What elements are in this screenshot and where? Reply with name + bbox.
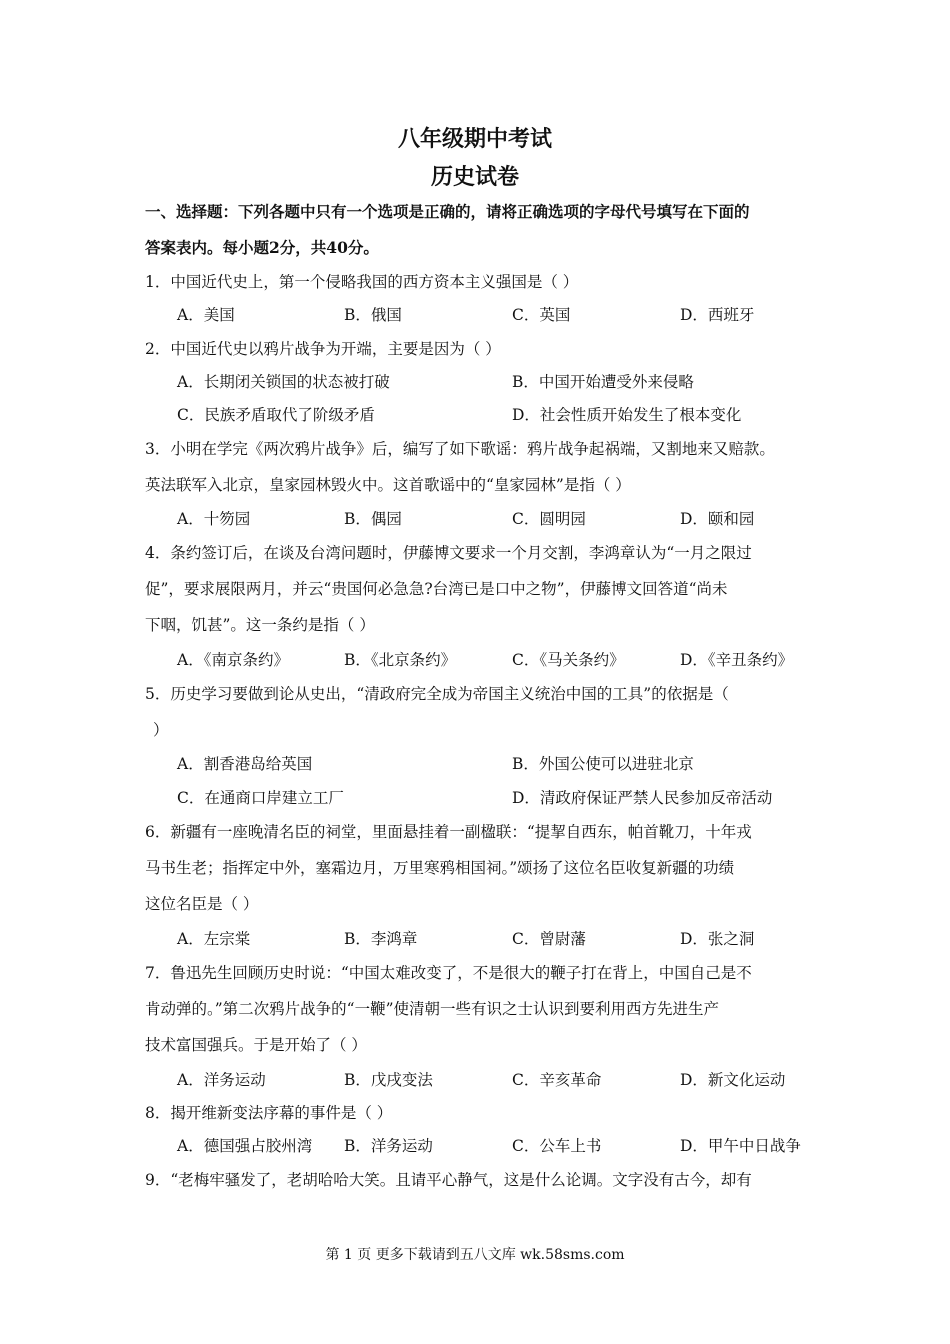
section-instructions-line1: 一、选择题：下列各题中只有一个选项是正确的，请将正确选项的字母代号填写在下面的	[145, 202, 750, 221]
q1-option-a: A．美国	[177, 306, 235, 324]
q3-option-a: A．十笏园	[177, 510, 251, 528]
question-1-stem: 1．中国近代史上，第一个侵略我国的西方资本主义强国是（ ）	[145, 273, 579, 291]
q6-option-a: A．左宗棠	[177, 930, 251, 948]
question-5-stem-line1: 5．历史学习要做到论从史出，“清政府完全成为帝国主义统治中国的工具”的依据是（	[145, 685, 729, 703]
question-4-stem-line2: 促”，要求展限两月，并云“贵国何必急急?台湾已是口中之物”，伊藤博文回答道“尚未	[145, 580, 728, 598]
q4-option-b: B．《北京条约》	[344, 651, 457, 669]
question-7-stem-line2: 肯动弹的。”第二次鸦片战争的“一鞭”使清朝一些有识之士认识到要利用西方先进生产	[145, 1000, 720, 1018]
q7-option-d: D．新文化运动	[680, 1071, 786, 1089]
question-9-stem-line1: 9．“老梅牢骚发了，老胡哈哈大笑。且请平心静气，这是什么论调。文字没有古今，却有	[145, 1171, 752, 1189]
q3-option-c: C．圆明园	[512, 510, 586, 528]
question-6-stem-line2: 马书生老；指挥定中外，塞霜边月，万里寒鸦相国祠。”颂扬了这位名臣收复新疆的功绩	[145, 859, 735, 877]
question-8-stem: 8．揭开维新变法序幕的事件是（ ）	[145, 1104, 393, 1122]
question-4-stem-line1: 4．条约签订后，在谈及台湾问题时，伊藤博文要求一个月交割，李鸿章认为“一月之限过	[145, 544, 752, 562]
q1-option-d: D．西班牙	[680, 306, 755, 324]
q1-option-b: B．俄国	[344, 306, 402, 324]
exam-title: 八年级期中考试	[397, 126, 552, 152]
q8-option-c: C．公车上书	[512, 1137, 602, 1155]
q3-option-d: D．颐和园	[680, 510, 755, 528]
q6-option-b: B．李鸿章	[344, 930, 418, 948]
question-6-stem-line3: 这位名臣是（ ）	[145, 895, 259, 913]
question-7-stem-line1: 7．鲁迅先生回顾历史时说：“中国太难改变了，不是很大的鞭子打在背上，中国自己是不	[145, 964, 752, 982]
q2-option-b: B．中国开始遭受外来侵略	[512, 373, 694, 391]
q2-option-c: C．民族矛盾取代了阶级矛盾	[177, 406, 375, 424]
question-7-stem-line3: 技术富国强兵。于是开始了（ ）	[145, 1036, 367, 1054]
section-instructions-line2: 答案表内。每小题2分，共40分。	[145, 238, 379, 257]
q7-option-a: A．洋务运动	[177, 1071, 266, 1089]
question-6-stem-line1: 6．新疆有一座晚清名臣的祠堂，里面悬挂着一副楹联：“提挈自西东，帕首靴刀，十年戎	[145, 823, 752, 841]
q8-option-b: B．洋务运动	[344, 1137, 433, 1155]
q6-option-c: C．曾尉藩	[512, 930, 586, 948]
q2-option-d: D．社会性质开始发生了根本变化	[512, 406, 742, 424]
q5-option-d: D．清政府保证严禁人民参加反帝活动	[512, 789, 773, 807]
q7-option-b: B．戊戌变法	[344, 1071, 433, 1089]
q7-option-c: C．辛亥革命	[512, 1071, 602, 1089]
exam-subtitle: 历史试卷	[430, 164, 519, 190]
q5-option-b: B．外国公使可以进驻北京	[512, 755, 694, 773]
question-3-stem-line2: 英法联军入北京，皇家园林毁火中。这首歌谣中的“皇家园林”是指（ ）	[145, 476, 631, 494]
q8-option-d: D．甲午中日战争	[680, 1137, 801, 1155]
question-4-stem-line3: 下咽，饥甚”。这一条约是指（ ）	[145, 616, 375, 634]
q8-option-a: A．德国强占胶州湾	[177, 1137, 313, 1155]
q1-option-c: C．英国	[512, 306, 571, 324]
question-5-stem-line2: ）	[153, 721, 169, 739]
q6-option-d: D．张之洞	[680, 930, 755, 948]
q4-option-a: A．《南京条约》	[177, 651, 289, 669]
question-2-stem: 2．中国近代史以鸦片战争为开端，主要是因为（ ）	[145, 340, 501, 358]
question-3-stem-line1: 3．小明在学完《两次鸦片战争》后，编写了如下歌谣：鸦片战争起祸端，又割地来又赔款。	[145, 440, 775, 458]
q4-option-d: D．《辛丑条约》	[680, 651, 794, 669]
q4-option-c: C．《马关条约》	[512, 651, 625, 669]
q3-option-b: B．偶园	[344, 510, 402, 528]
q5-option-c: C．在通商口岸建立工厂	[177, 789, 344, 807]
q5-option-a: A．割香港岛给英国	[177, 755, 313, 773]
page-footer: 第 1 页 更多下载请到五八文库 wk.58sms.com	[325, 1247, 625, 1263]
q2-option-a: A．长期闭关锁国的状态被打破	[177, 373, 390, 391]
